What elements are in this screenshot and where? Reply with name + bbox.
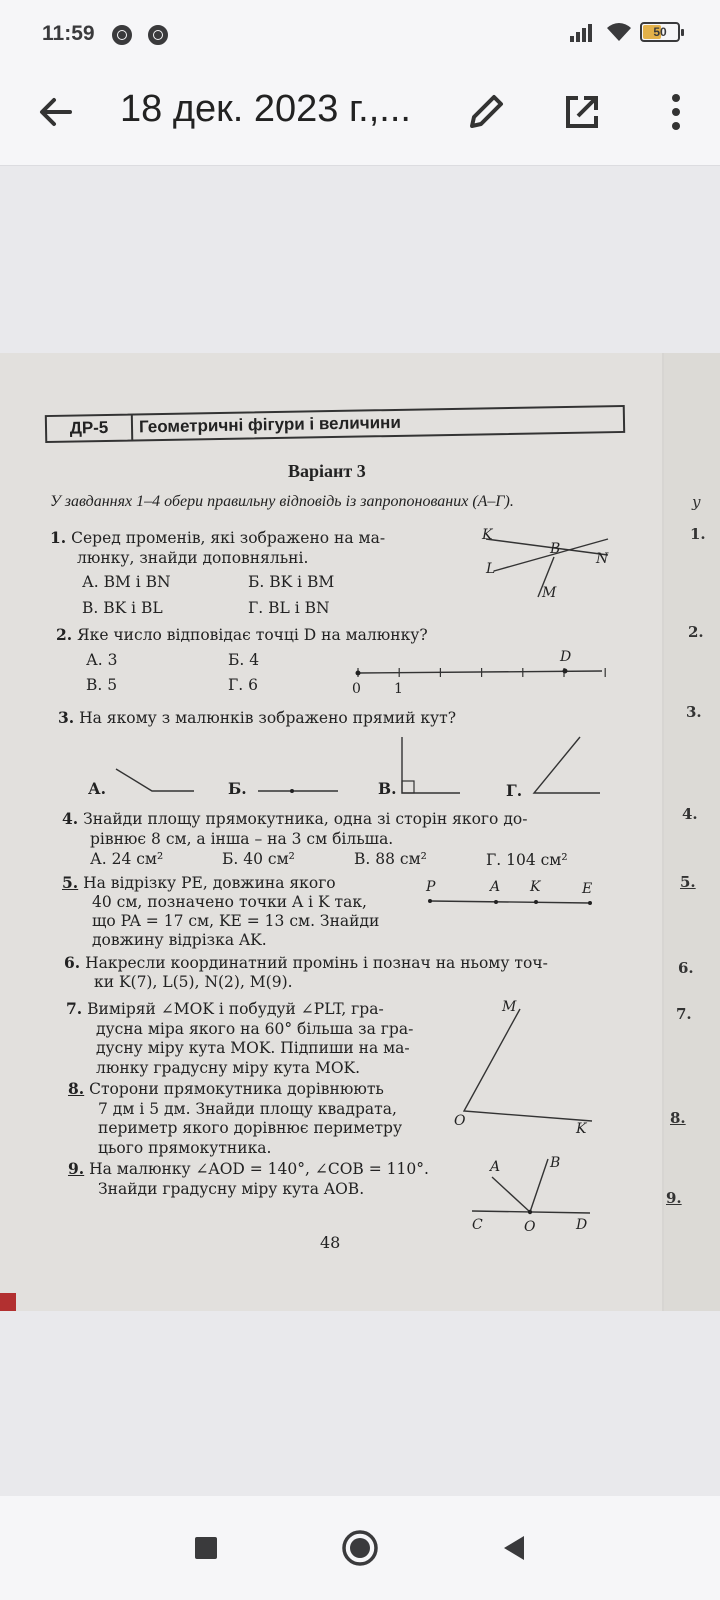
task-text: довжину відрізка AK. (92, 931, 267, 949)
answer-option: А. (88, 779, 107, 798)
page-number: 48 (320, 1233, 341, 1252)
right-page-mark: 7. (676, 1005, 692, 1023)
figure-label: A (490, 879, 501, 895)
section-code: ДР-5 (47, 416, 133, 441)
answer-option: Б. (228, 779, 247, 798)
edit-pencil-icon[interactable] (460, 86, 512, 138)
figure-label: K (576, 1121, 587, 1137)
answer-option: Б. BK і BM (248, 573, 335, 591)
figure-label: C (472, 1217, 483, 1233)
task-5 (62, 873, 379, 950)
task-number: 5. (62, 873, 79, 892)
task-1 (50, 528, 385, 568)
task-6 (64, 953, 548, 992)
right-page-mark: 2. (688, 623, 704, 641)
answer-option: А. 3 (86, 651, 118, 669)
clock: 11:59 (42, 22, 95, 45)
back-arrow-icon[interactable] (30, 86, 82, 138)
answer-option: А. 24 см² (90, 850, 164, 868)
right-page-mark: 6. (678, 959, 694, 977)
task-text: дусну міру кута MOK. Підпиши на ма- (96, 1039, 410, 1057)
task-text: Знайди градусну міру кута AOB. (98, 1180, 365, 1198)
task-text: 7 дм і 5 дм. Знайди площу квадрата, (98, 1099, 397, 1118)
task-text: Сторони прямокутника дорівнюють (89, 1080, 384, 1098)
task-text: периметр якого дорівнює периметру (98, 1119, 403, 1137)
task-text: ки K(7), L(5), N(2), M(9). (94, 973, 293, 991)
figure-label: 1 (394, 681, 403, 697)
figure-label: B (550, 1155, 561, 1171)
more-vert-icon[interactable] (650, 86, 702, 138)
task-text: На малюнку ∠AOD = 140°, ∠COB = 110°. (89, 1160, 429, 1178)
angle-mok-figure (452, 997, 602, 1137)
right-page-mark: 3. (686, 703, 702, 721)
task-3-angles-figure (110, 733, 610, 803)
chrome-notification-icon (112, 25, 132, 45)
segment-pe-figure (424, 877, 604, 911)
answer-option: В. BK і BL (82, 599, 163, 617)
answer-option: В. (378, 779, 397, 798)
figure-label: O (454, 1113, 466, 1129)
task-2 (56, 625, 428, 645)
figure-label: D (560, 649, 572, 665)
figure-label: K (482, 527, 493, 543)
figure-label: 0 (352, 681, 361, 697)
figure-label: M (542, 585, 557, 601)
document-photo[interactable] (0, 353, 720, 1311)
figure-label: O (524, 1219, 536, 1235)
task-3 (58, 708, 456, 728)
task-number: 6. (64, 953, 81, 972)
figure-label: D (576, 1217, 588, 1233)
task-number: 7. (66, 999, 83, 1018)
answer-option: Г. BL і BN (248, 599, 330, 617)
task-1-figure (478, 525, 618, 605)
home-icon[interactable] (338, 1526, 382, 1570)
figure-label: L (486, 561, 496, 577)
task-9 (68, 1159, 429, 1199)
figure-label: K (530, 879, 541, 895)
task-number: 4. (62, 809, 79, 828)
task-number: 8. (68, 1079, 85, 1098)
open-external-icon[interactable] (556, 86, 608, 138)
chrome-notification-icon (148, 25, 168, 45)
task-text: люнку градусну міру кута MOK. (96, 1058, 361, 1077)
task-text: цього прямокутника. (98, 1138, 272, 1157)
section-header (45, 405, 625, 443)
task-text: рівнює 8 см, а інша – на 3 см більша. (90, 830, 394, 848)
wifi-icon (606, 22, 632, 42)
right-page-mark: 4. (682, 805, 698, 823)
answer-option: В. 88 см² (354, 850, 427, 868)
figure-label: M (502, 999, 517, 1015)
task-text: дусна міра якого на 60° більша за гра- (96, 1019, 414, 1038)
answer-option: Г. 104 см² (486, 851, 568, 869)
figure-label: P (426, 879, 436, 895)
number-line-figure (350, 649, 610, 697)
page-title: 18 дек. 2023 г.,... (120, 88, 411, 130)
signal-icon (570, 22, 598, 42)
figure-label: B (550, 541, 561, 557)
task-text: Виміряй ∠MOK і побудуй ∠PLT, гра- (87, 1000, 384, 1018)
task-text: Накресли координатний промінь і познач на ньому точ- (85, 954, 548, 972)
answer-option: Г. 6 (228, 676, 258, 694)
figure-label: A (490, 1159, 501, 1175)
right-page-mark: у (692, 493, 701, 511)
instruction: У завданнях 1–4 обери правильну відповідь із запропонованих (А–Г). (50, 493, 514, 510)
task-number: 1. (50, 528, 67, 547)
figure-label: N (596, 551, 609, 567)
angles-aod-cob-figure (464, 1153, 614, 1235)
variant-title: Варіант 3 (288, 461, 366, 481)
task-text: Серед променів, які зображено на ма- (71, 529, 386, 547)
figure-label: E (582, 881, 593, 897)
task-text: 40 см, позначено точки A і K так, (92, 893, 367, 911)
task-text: люнку, знайди доповняльні. (77, 549, 309, 567)
task-number: 9. (68, 1159, 85, 1178)
task-text: що PA = 17 см, KE = 13 см. Знайди (92, 912, 380, 930)
task-number: 2. (56, 625, 73, 644)
task-4 (62, 809, 527, 849)
right-page-mark: 5. (680, 873, 696, 891)
app-bar (0, 70, 720, 166)
task-text: На відрізку PE, довжина якого (83, 874, 336, 892)
right-page-mark: 9. (666, 1189, 682, 1207)
back-icon[interactable] (492, 1526, 536, 1570)
right-page-mark: 1. (690, 525, 706, 543)
answer-option: А. BM і BN (82, 573, 171, 591)
battery-icon: 50 (640, 22, 680, 42)
task-text: На якому з малюнків зображено прямий кут? (79, 709, 457, 727)
answer-option: Б. 4 (228, 651, 260, 669)
task-7 (66, 999, 413, 1078)
status-bar (0, 0, 720, 70)
task-number: 3. (58, 708, 75, 727)
task-text: Яке число відповідає точці D на малюнку? (77, 626, 428, 644)
worksheet (0, 353, 662, 1311)
answer-option: Б. 40 см² (222, 850, 295, 868)
recent-apps-icon[interactable] (184, 1526, 228, 1570)
answer-option: Г. (506, 781, 523, 800)
section-title: Геометричні фігури і величини (138, 412, 401, 437)
answer-option: В. 5 (86, 676, 118, 694)
system-nav-bar (0, 1496, 720, 1600)
task-text: Знайди площу прямокутника, одна зі сторін якого до- (83, 810, 528, 828)
task-8 (68, 1079, 402, 1158)
right-page-mark: 8. (670, 1109, 686, 1127)
